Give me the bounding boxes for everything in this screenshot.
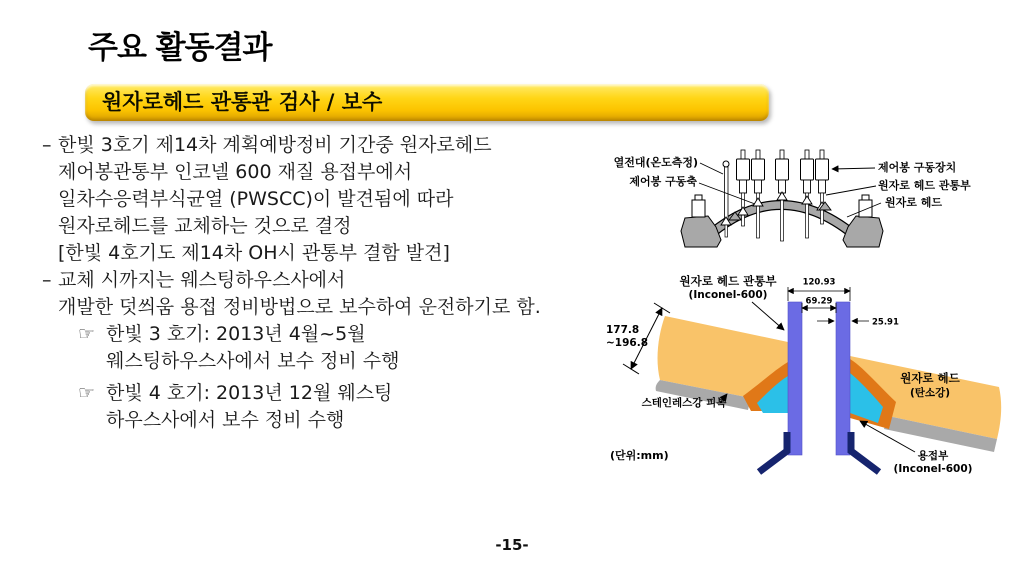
page-title: 주요 활동결과 — [88, 30, 272, 66]
head-thickness-dim: ~196.8 — [606, 337, 649, 349]
nozzle-end-right — [851, 432, 879, 472]
cladding-label: 스테인레스강 피복 — [641, 397, 727, 409]
wall-thickness-dim: 25.91 — [872, 317, 899, 328]
bullet-text: 한빛 3호기 제14차 계획예방정비 기간중 원자로헤드 — [58, 134, 492, 156]
bullet-line — [40, 186, 640, 213]
sub-item-line — [40, 407, 640, 434]
flange-stud — [859, 200, 872, 217]
crdm-unit — [801, 150, 814, 238]
bullet-text: [한빛 4호기도 제14차 OH시 관통부 결함 발견] — [58, 242, 450, 264]
leader-line — [700, 163, 723, 174]
dash-marker: – — [42, 269, 52, 291]
pointing-hand-icon: ☞ — [78, 323, 96, 345]
dome-right-flange — [843, 216, 883, 247]
thermocouple-label: 열전대(온도측정) — [613, 156, 698, 169]
nozzle-end-left — [759, 432, 787, 472]
bullet-line — [40, 267, 640, 294]
outer-diameter-dim: 120.93 — [802, 277, 836, 288]
sub-item-line — [40, 348, 640, 375]
weld-material-label: (Inconel-600) — [893, 463, 973, 475]
weld-label: 용접부 — [917, 450, 949, 462]
bullet-line — [40, 294, 640, 321]
reactor-head-label: 원자로 헤드 — [885, 196, 942, 209]
sub-item-text: 한빛 3 호기: 2013년 4월~5월 — [106, 323, 366, 345]
inner-diameter-dim: 69.29 — [805, 296, 833, 307]
reactor-head-dome-diagram — [575, 138, 1020, 270]
bullet-line — [40, 132, 640, 159]
bullet-text: 일차수응력부식균열 (PWSCC)이 발견됨에 따라 — [58, 188, 454, 210]
sub-item-text: 웨스팅하우스사에서 보수 정비 수행 — [106, 350, 400, 372]
reactor-head-material-label: (탄소강) — [909, 387, 951, 399]
head-penetration-label: 원자로 헤드 관통부 — [878, 179, 971, 192]
bullet-line — [40, 213, 640, 240]
penetration-cross-section-diagram — [600, 272, 1024, 487]
sub-item-text: 한빛 4 호기: 2013년 12월 웨스팅 — [106, 382, 393, 404]
bullet-line — [40, 240, 640, 267]
penetration-label: 원자로 헤드 관통부 — [679, 274, 777, 288]
head-thickness-dim: 177.8 — [606, 324, 640, 336]
dimension-tick — [654, 303, 670, 313]
sub-item-text: 하우스사에서 보수 정비 수행 — [106, 409, 345, 431]
bullet-text: 개발한 덧씌움 용접 정비방법으로 보수하여 운전하기로 함. — [58, 296, 541, 318]
flange-stud — [692, 200, 705, 217]
bullet-text: 원자로헤드를 교체하는 것으로 결정 — [58, 215, 352, 237]
section-banner — [85, 84, 769, 121]
leader-arrow — [832, 168, 875, 169]
bullet-text: 제어봉관통부 인코넬 600 재질 용접부에서 — [58, 161, 413, 183]
crdm-unit — [776, 150, 789, 241]
sub-item-line — [40, 321, 640, 348]
sub-item-line — [40, 380, 640, 407]
pointing-hand-icon: ☞ — [78, 382, 96, 404]
bullet-line — [40, 159, 640, 186]
reactor-head-label: 원자로 헤드 — [900, 371, 960, 385]
unit-note: (단위:mm) — [610, 449, 669, 462]
body-text — [40, 132, 640, 434]
crdm-unit — [752, 150, 765, 238]
leader-arrow — [752, 302, 784, 330]
dash-marker: – — [42, 134, 52, 156]
drive-mechanism-label: 제어봉 구동장치 — [878, 161, 957, 174]
dimension-tick — [623, 364, 639, 374]
crdm-unit — [737, 150, 750, 226]
dome-left-flange — [681, 216, 721, 247]
drive-shaft-label: 제어봉 구동축 — [629, 175, 697, 188]
leader-line — [826, 186, 876, 195]
section-banner-label: 원자로헤드 관통관 검사 / 보수 — [102, 90, 383, 114]
penetration-material-label: (Inconel-600) — [688, 289, 768, 301]
page-number: -15- — [495, 536, 529, 554]
bullet-text: 교체 시까지는 웨스팅하우스사에서 — [58, 269, 346, 291]
